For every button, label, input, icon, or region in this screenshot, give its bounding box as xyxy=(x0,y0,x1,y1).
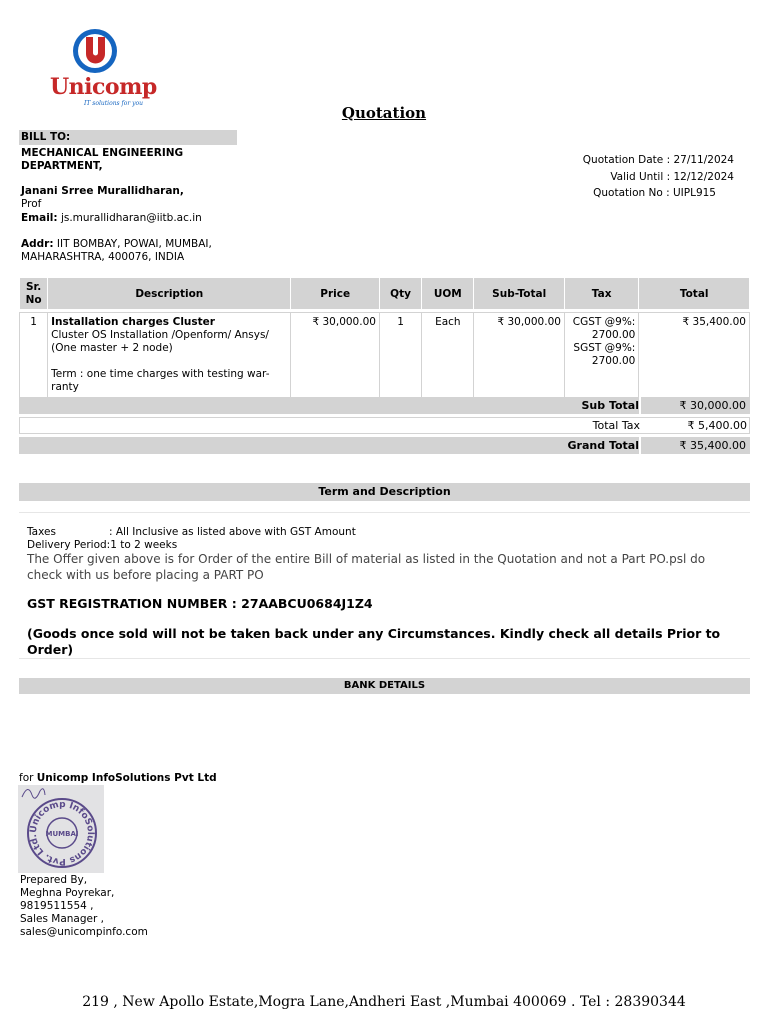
delivery-period: Delivery Period:1 to 2 weeks xyxy=(27,539,178,551)
bill-to-heading: BILL TO: xyxy=(19,130,237,145)
row-qty: 1 xyxy=(379,313,421,398)
company-stamp xyxy=(18,785,104,873)
total-tax-value: ₹ 5,400.00 xyxy=(687,419,747,432)
row-uom: Each xyxy=(422,313,474,398)
prepared-by xyxy=(20,874,148,939)
goods-notice xyxy=(27,626,720,657)
valid-until: 12/12/2024 xyxy=(673,170,734,183)
footer-address: 219 , New Apollo Estate,Mogra Lane,Andheri East ,Mumbai 400069 . Tel : 28390344 xyxy=(82,994,686,1010)
dept-line1: MECHANICAL ENGINEERING xyxy=(21,147,184,159)
col-price: Price xyxy=(291,278,379,310)
cgst-value: 2700.00 xyxy=(591,329,636,341)
goods-line1: (Goods once sold will not be taken back under any Circumstances. Kindly check all details Prior to xyxy=(27,626,721,641)
quotation-date: 27/11/2024 xyxy=(673,154,734,166)
desc-title: Installation charges Cluster xyxy=(51,316,215,328)
col-total: Total xyxy=(639,278,750,310)
subtotal-value: ₹ 30,000.00 xyxy=(679,399,746,412)
row-total: ₹ 35,400.00 xyxy=(639,313,750,398)
customer-designation: Prof xyxy=(21,198,42,210)
total-tax-row xyxy=(19,417,750,434)
total-tax-label: Total Tax xyxy=(592,419,640,432)
table-header-row xyxy=(20,278,750,310)
preparer-role: Sales Manager , xyxy=(20,913,104,925)
desc-line1: Cluster OS Installation /Openform/ Ansys/ xyxy=(51,329,269,341)
signature-company: Unicomp InfoSolutions Pvt Ltd xyxy=(36,772,217,784)
cgst-label: CGST @9%: xyxy=(572,316,636,328)
offer-line1: The Offer given above is for Order of the entire Bill of material as listed in the Quotation and not a Part PO.psl do xyxy=(27,552,706,566)
col-subtotal: Sub-Total xyxy=(474,278,564,310)
offer-line2: check with us before placing a PART PO xyxy=(27,567,264,582)
no-label: Quotation No : xyxy=(593,187,670,199)
subtotal-label: Sub Total xyxy=(581,399,639,412)
col-qty: Qty xyxy=(379,278,421,310)
addr-label: Addr: xyxy=(21,238,54,250)
row-subtotal: ₹ 30,000.00 xyxy=(474,313,564,398)
sgst-label: SGST @9%: xyxy=(573,342,636,354)
row-description xyxy=(48,313,291,398)
for-company xyxy=(19,772,217,785)
col-sr: Sr. No xyxy=(20,278,48,310)
grand-total-row xyxy=(19,437,750,454)
grand-total-label: Grand Total xyxy=(567,439,639,452)
valid-label: Valid Until : xyxy=(610,170,671,183)
logo-text: Unicomp xyxy=(50,74,157,100)
date-label: Quotation Date : xyxy=(582,154,671,166)
addr-line2: MAHARASHTRA, 400076, INDIA xyxy=(21,251,185,263)
desc-line2: (One master + 2 node) xyxy=(51,342,173,354)
items-table xyxy=(19,277,750,398)
offer-text xyxy=(27,552,705,583)
page-title: Quotation xyxy=(341,104,427,122)
customer-email-row xyxy=(21,212,202,225)
stamp-ring-text: Unicomp InfoSolutions Pvt. Ltd. xyxy=(28,799,96,867)
row-sr: 1 xyxy=(20,313,48,398)
subtotal-row xyxy=(19,397,750,414)
sgst-value: 2700.00 xyxy=(591,355,636,367)
quotation-meta xyxy=(583,152,734,202)
row-tax xyxy=(564,313,638,398)
desc-term2: ranty xyxy=(51,381,79,393)
table-row xyxy=(20,313,750,398)
desc-term1: Term : one time charges with testing war- xyxy=(51,368,270,380)
logo-tagline: IT solutions for you xyxy=(84,100,144,107)
col-description: Description xyxy=(48,278,291,310)
taxes-row xyxy=(27,526,356,539)
customer-email: js.murallidharan@iitb.ac.in xyxy=(60,212,202,224)
prepared-label: Prepared By, xyxy=(20,874,88,886)
bill-to-dept xyxy=(21,147,183,173)
company-logo xyxy=(48,28,157,110)
stamp-center-text: MUMBAI xyxy=(45,830,79,838)
goods-line2: Order) xyxy=(27,641,74,657)
row-price: ₹ 30,000.00 xyxy=(291,313,379,398)
for-prefix: for xyxy=(19,772,34,784)
quotation-no: UIPL915 xyxy=(672,187,716,199)
taxes-label: Taxes xyxy=(27,526,56,538)
email-label: Email: xyxy=(21,212,58,224)
col-tax: Tax xyxy=(564,278,638,310)
preparer-name: Meghna Poyrekar, xyxy=(20,887,115,899)
customer-address xyxy=(21,238,212,264)
col-uom: UOM xyxy=(422,278,474,310)
customer-name: Janani Srree Murallidharan, xyxy=(21,185,184,197)
grand-total-value: ₹ 35,400.00 xyxy=(679,439,746,452)
preparer-phone: 9819511554 , xyxy=(20,900,94,912)
gst-registration: GST REGISTRATION NUMBER : 27AABCU0684J1Z4 xyxy=(27,596,373,611)
preparer-email: sales@unicompinfo.com xyxy=(20,926,148,938)
terms-section xyxy=(19,512,750,659)
addr-line1: IIT BOMBAY, POWAI, MUMBAI, xyxy=(56,238,212,250)
bank-details-heading: BANK DETAILS xyxy=(19,678,750,694)
taxes-value: : All Inclusive as listed above with GST Amount xyxy=(109,526,356,538)
terms-heading: Term and Description xyxy=(19,483,750,501)
dept-line2: DEPARTMENT, xyxy=(21,160,103,172)
